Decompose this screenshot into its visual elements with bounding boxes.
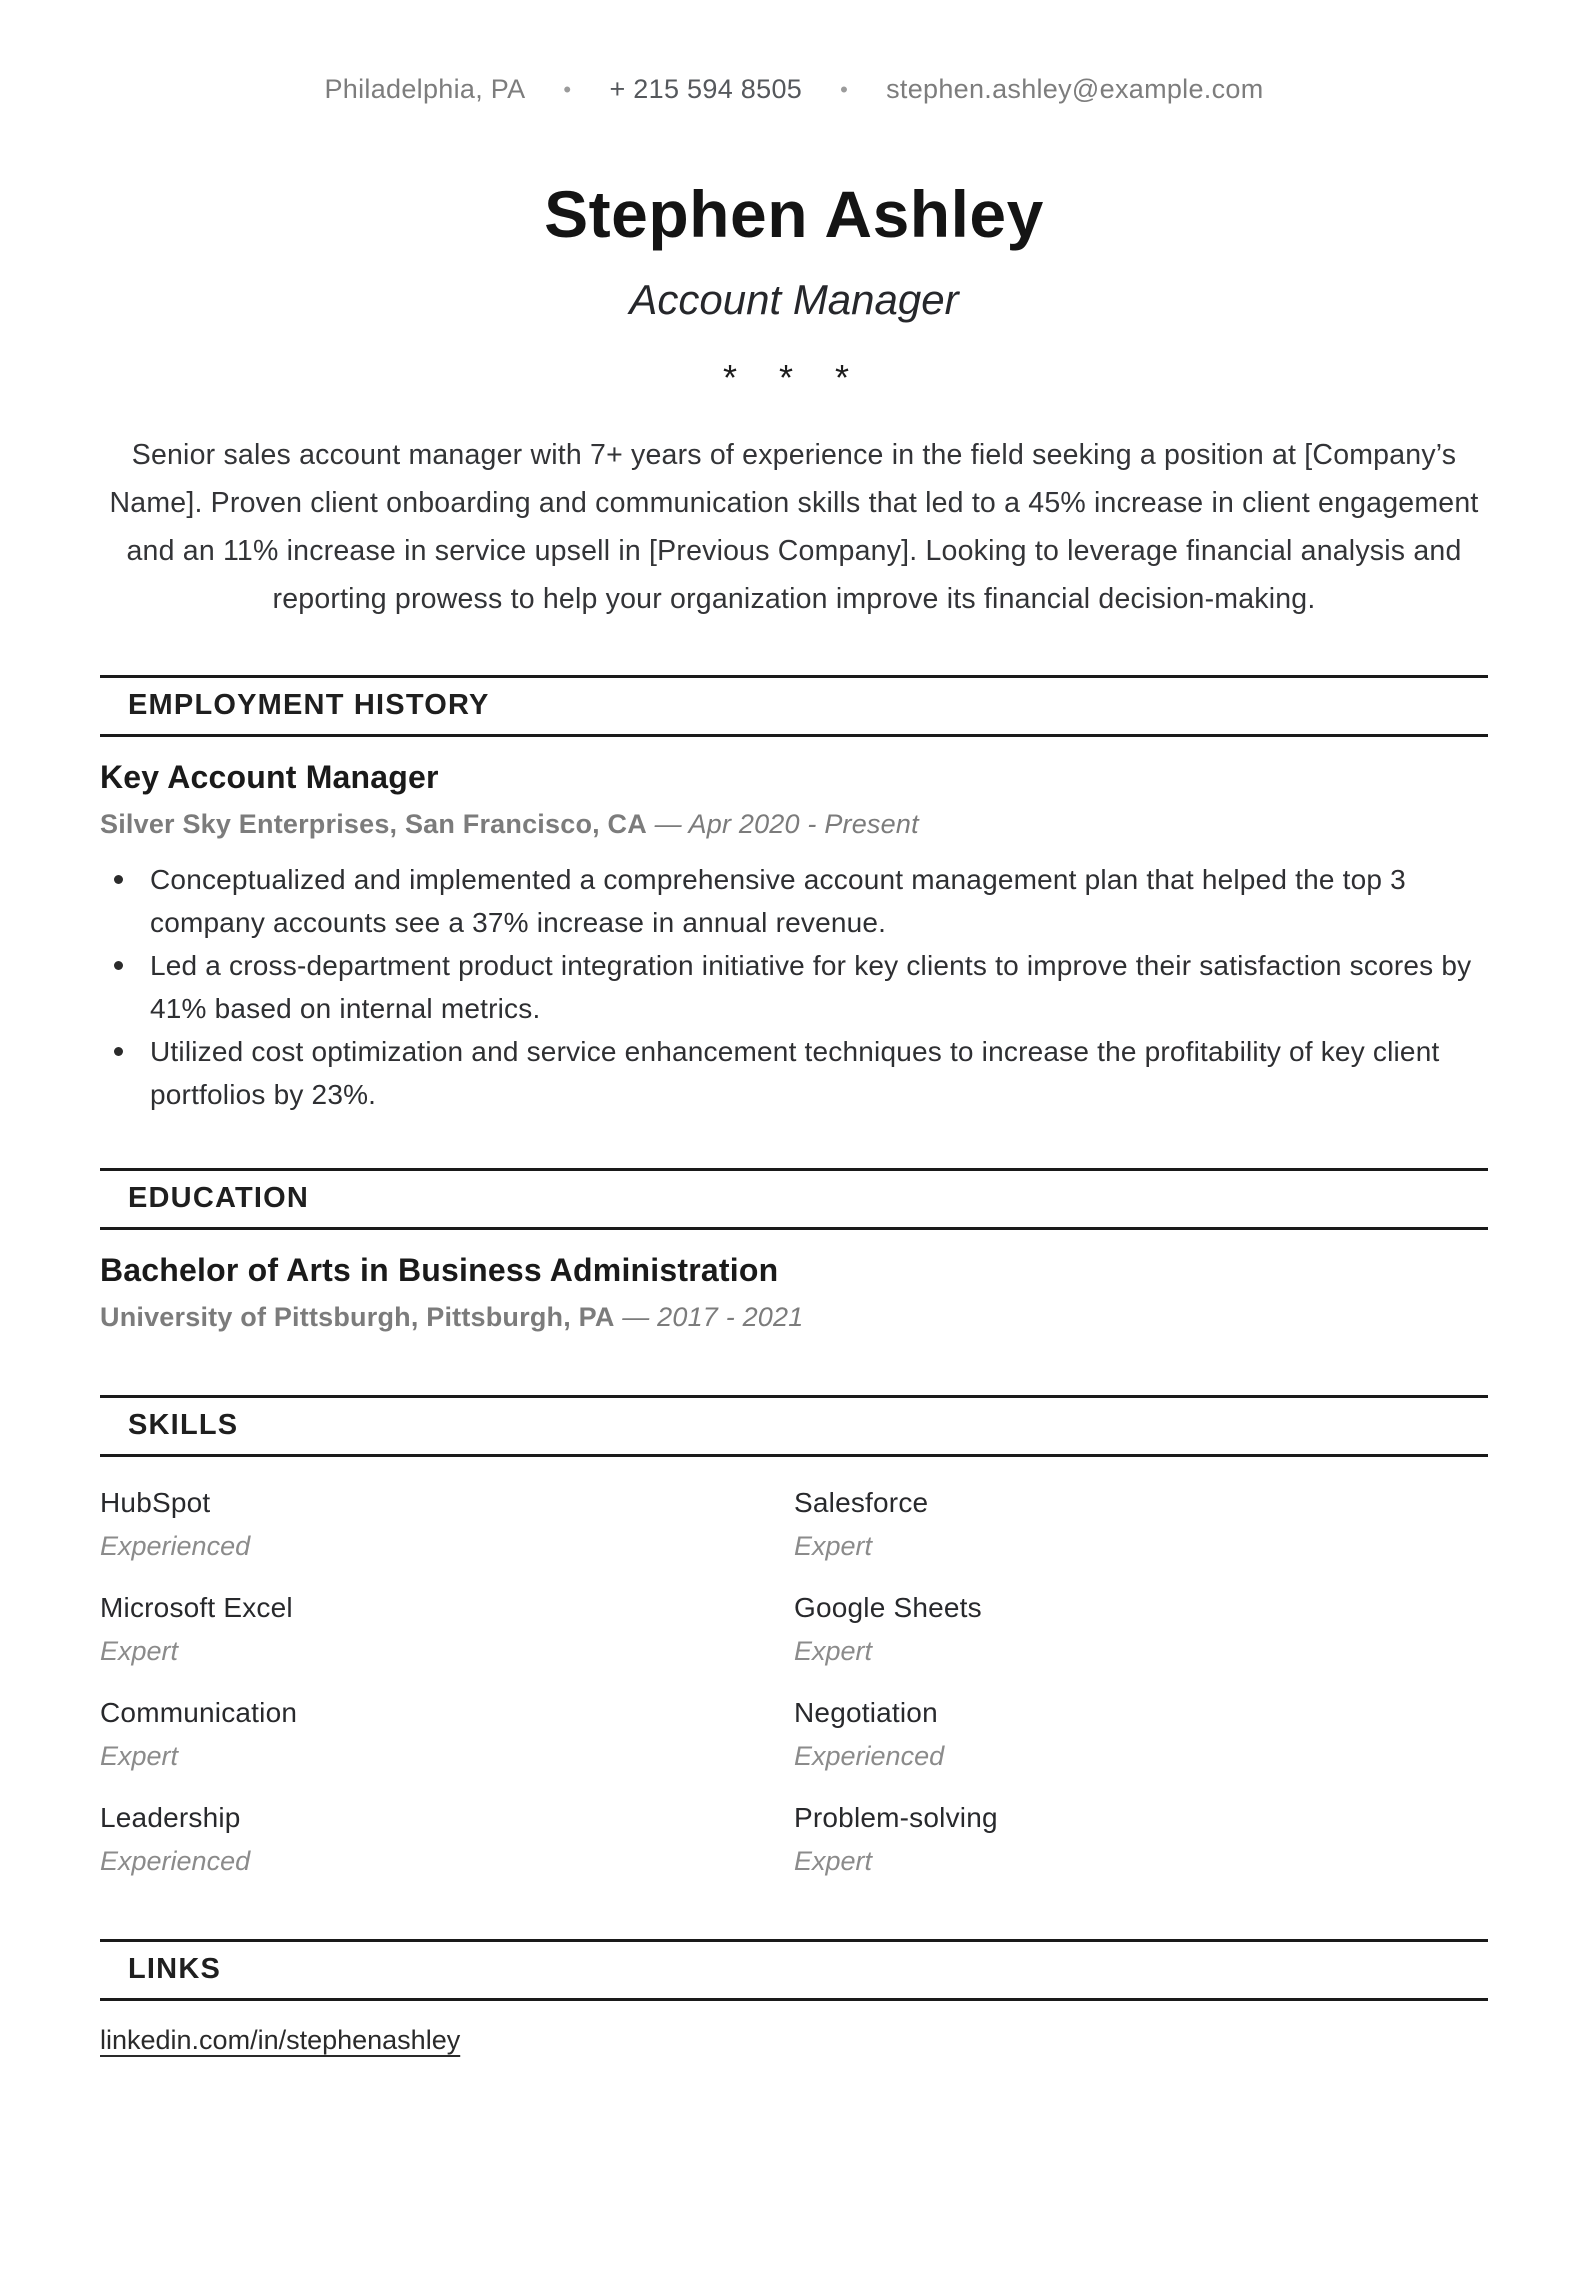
contact-separator-dot: • [840,76,849,102]
skill-level: Expert [794,1846,873,1877]
skill-item [794,1697,1488,1772]
skill-level: Experienced [100,1531,251,1562]
skills-section-title: SKILLS [128,1409,239,1442]
skill-name: Problem-solving [794,1802,998,1834]
section-links [100,1939,1488,2056]
skill-item [794,1487,1488,1562]
education-section-heading [100,1168,1488,1230]
asterisk-divider [100,353,1488,399]
skill-name: Salesforce [794,1487,929,1519]
skills-section-heading [100,1395,1488,1457]
skills-grid [100,1487,1488,1877]
contact-location: Philadelphia, PA [324,74,526,104]
school-name: University of Pittsburgh, Pittsburgh, PA [100,1302,615,1333]
skill-item [100,1802,794,1877]
skill-level: Experienced [100,1846,251,1877]
skill-level: Expert [100,1636,179,1667]
skill-level: Expert [794,1531,873,1562]
candidate-name: Stephen Ashley [544,177,1044,251]
employment-section-title: EMPLOYMENT HISTORY [128,689,490,722]
skill-name: Leadership [100,1802,241,1834]
employment-entry [100,759,1488,1116]
job-company: Silver Sky Enterprises, San Francisco, CA [100,809,647,840]
skill-level: Expert [100,1741,179,1772]
profile-summary: Senior sales account manager with 7+ years of experience in the field seeking a position at [Company’s Name]. Proven client onboarding and communication skills that led to a 45% increase in client engagement and an 11% increase in service upsell in [Previous Company]. Looking to leverage financial analysis and reporting prowess to help your organization improve its financial decision-making. [109,439,1479,616]
linkedin-link[interactable]: linkedin.com/in/stephenashley [100,2025,461,2056]
skill-level: Experienced [794,1741,945,1772]
contact-separator-dot: • [563,76,572,102]
skill-name: Google Sheets [794,1592,982,1624]
skill-name: HubSpot [100,1487,211,1519]
contact-bar [100,0,1488,105]
job-bullet: Led a cross-department product integration initiative for key clients to improve their satisfaction scores by 41% based on internal metrics. [100,944,1488,1030]
links-section-title: LINKS [128,1953,221,1986]
education-entry [100,1252,1488,1333]
skill-level: Expert [794,1636,873,1667]
education-section-title: EDUCATION [128,1182,310,1215]
job-bullet: Utilized cost optimization and service enhancement techniques to increase the profitability of key client portfolios by 23%. [100,1030,1488,1116]
skill-name: Communication [100,1697,298,1729]
education-dates: — 2017 - 2021 [622,1302,804,1333]
job-bullet-list [100,858,1488,1116]
skill-name: Microsoft Excel [100,1592,293,1624]
section-employment-history [100,675,1488,1116]
candidate-job-title: Account Manager [629,275,959,323]
skill-item [794,1592,1488,1667]
job-dates: — Apr 2020 - Present [654,809,919,840]
asterisk-divider-glyphs: * * * [722,357,866,399]
skill-item [100,1592,794,1667]
skill-item [100,1487,794,1562]
section-education [100,1168,1488,1333]
links-section-heading [100,1939,1488,2001]
skill-item [794,1802,1488,1877]
skill-item [100,1697,794,1772]
contact-email: stephen.ashley@example.com [886,74,1264,104]
job-title: Key Account Manager [100,759,439,796]
links-list [100,2025,1488,2056]
skill-name: Negotiation [794,1697,938,1729]
degree-title: Bachelor of Arts in Business Administration [100,1252,779,1289]
section-skills [100,1395,1488,1877]
job-meta [100,809,1488,840]
job-bullet: Conceptualized and implemented a comprehensive account management plan that helped the top 3 company accounts see a 37% increase in annual revenue. [100,858,1488,944]
education-meta [100,1302,1488,1333]
contact-phone: + 215 594 8505 [609,74,803,104]
employment-section-heading [100,675,1488,737]
